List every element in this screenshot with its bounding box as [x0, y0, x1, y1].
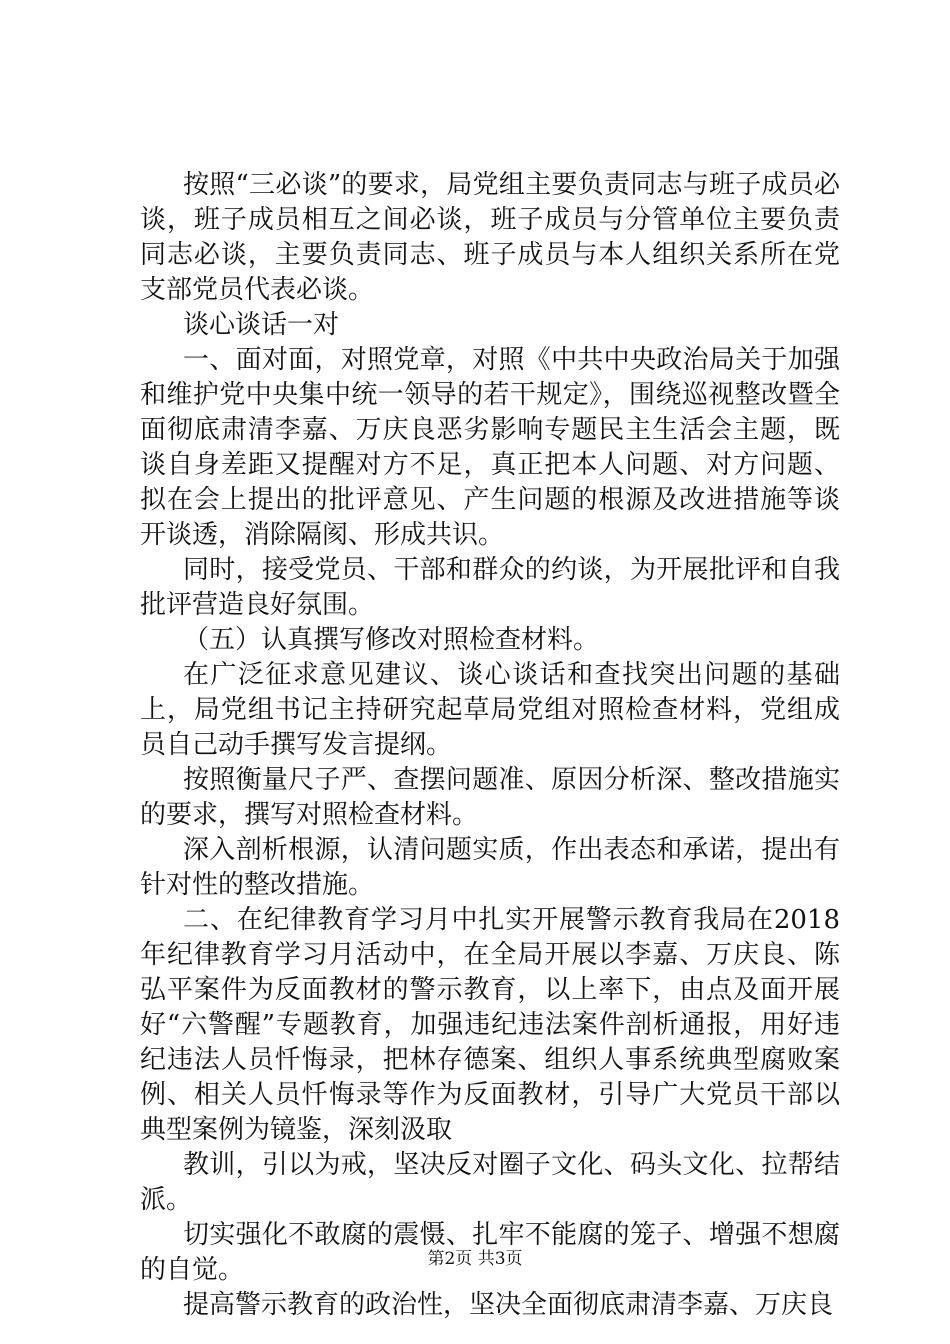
- paragraph: 教训，引以为戒，坚决反对圈子文化、码头文化、拉帮结派。: [140, 1150, 840, 1215]
- paragraph: 深入剖析根源，认清问题实质，作出表态和承诺，提出有针对性的整改措施。: [140, 835, 840, 900]
- document-body: [140, 168, 840, 1323]
- paragraph: 在广泛征求意见建议、谈心谈话和查找突出问题的基础上，局党组书记主持研究起草局党组对照检查材料，党组成员自己动手撰写发言提纲。: [140, 660, 840, 760]
- paragraph: （五）认真撰写修改对照检查材料。: [183, 625, 600, 655]
- paragraph: 切实强化不敢腐的震慑、扎牢不能腐的笼子、增强不想腐的自觉。: [140, 1220, 840, 1285]
- paragraph: 按照衡量尺子严、查摆问题准、原因分析深、整改措施实的要求，撰写对照检查材料。: [140, 765, 840, 830]
- paragraph: 谈心谈话一对: [183, 310, 340, 340]
- paragraph: 按照“三必谈”的要求，局党组主要负责同志与班子成员必谈，班子成员相互之间必谈，班子成员与分管单位主要负责同志必谈，主要负责同志、班子成员与本人组织关系所在党支部党员代表必谈。: [140, 170, 840, 305]
- paragraph: 同时，接受党员、干部和群众的约谈，为开展批评和自我批评营造良好氛围。: [140, 555, 840, 620]
- paragraph: 一、面对面，对照党章，对照《中共中央政治局关于加强和维护党中央集中统一领导的若干规定》，围绕巡视整改暨全面彻底肃清李嘉、万庆良恶劣影响专题民主生活会主题，既谈自身差距又提醒对方不足，真正把本人问题、对方问题、拟在会上提出的批评意见、产生问题的根源及改进措施等谈开谈透，消除隔阂、形成共识。: [140, 345, 840, 550]
- page-number-footer: 第2页 共3页: [427, 1249, 523, 1269]
- paragraph: 二、在纪律教育学习月中扎实开展警示教育我局在2018年纪律教育学习月活动中，在全局开展以李嘉、万庆良、陈弘平案件为反面教材的警示教育，以上率下，由点及面开展好“六警醒”专题教育，加强违纪违法案件剖析通报，用好违纪违法人员忏悔录，把林存德案、组织人事系统典型腐败案例、相关人员忏悔录等作为反面教材，引导广大党员干部以典型案例为镜鉴，深刻汲取: [140, 905, 840, 1145]
- paragraph: 提高警示教育的政治性，坚决全面彻底肃清李嘉、万庆良: [183, 1290, 834, 1320]
